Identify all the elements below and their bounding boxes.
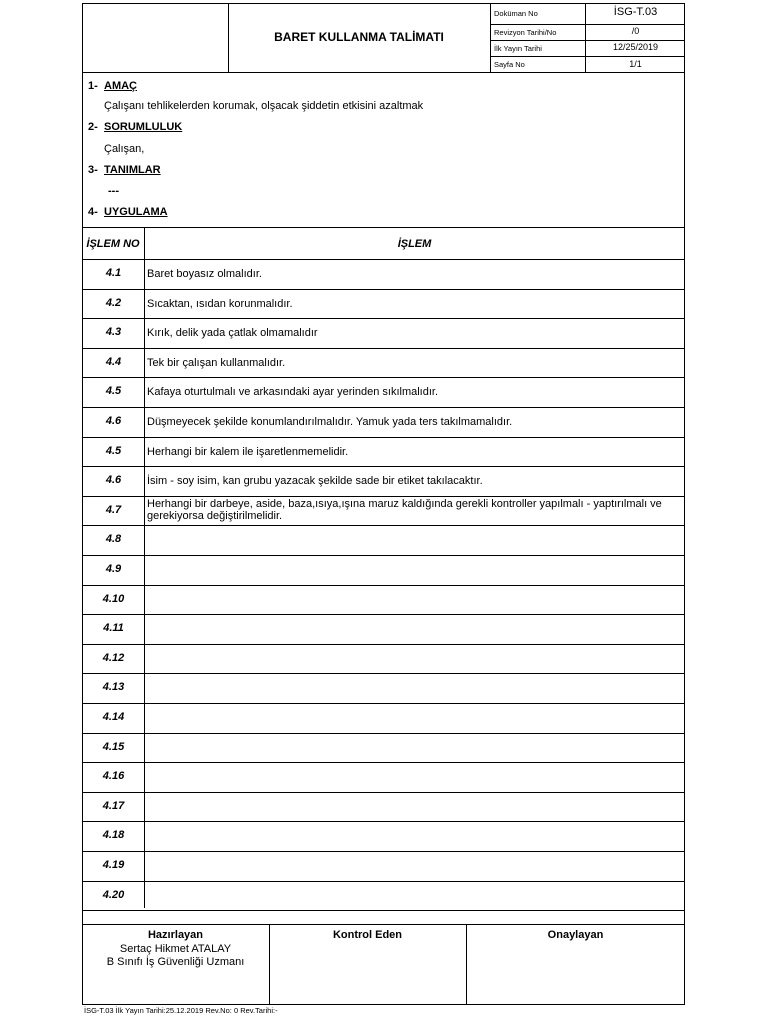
meta-label-first-publish-date: İlk Yayın Tarihi [494, 44, 542, 53]
table-row-rule [82, 733, 685, 734]
table-row-rule [82, 289, 685, 290]
section-text-definitions: --- [108, 185, 119, 197]
signature-label-approved: Onaylayan [547, 929, 604, 941]
table-row-rule [82, 910, 685, 911]
section-title-responsibility: SORUMLULUK [104, 121, 183, 133]
meta-value-first-publish-date: 12/25/2019 [612, 42, 659, 52]
table-cell-operation-no: 4.15 [102, 740, 125, 753]
table-cell-operation-no: 4.17 [102, 799, 125, 812]
table-row-rule [82, 407, 685, 408]
table-row-rule [82, 851, 685, 852]
signature-name-prepared: Sertaç Hikmet ATALAY [119, 943, 232, 955]
header-divider-right [490, 3, 491, 72]
section-title-application: UYGULAMA [104, 206, 168, 218]
table-row-rule [82, 466, 685, 467]
table-row-rule [82, 496, 685, 497]
table-row-rule [82, 437, 685, 438]
table-cell-operation-no: 4.6 [105, 474, 122, 487]
meta-value-page-no: 1/1 [629, 59, 642, 69]
table-row-rule [82, 614, 685, 615]
table-row-rule [82, 881, 685, 882]
table-header-rule [82, 259, 685, 260]
table-cell-operation: Tek bir çalışan kullanmalıdır. [147, 356, 286, 369]
table-cell-operation: İsim - soy isim, kan grubu yazacak şekilde sade bir etiket takılacaktır. [147, 475, 483, 488]
table-row-rule [82, 585, 685, 586]
table-cell-operation-no: 4.20 [102, 888, 125, 901]
table-row-rule [82, 821, 685, 822]
meta-label-page-no: Sayfa No [494, 60, 525, 69]
table-row-rule [82, 703, 685, 704]
table-header-operation: İŞLEM [397, 237, 432, 250]
table-cell-operation-no: 4.7 [105, 503, 122, 516]
table-row-rule [82, 555, 685, 556]
section-number: 3- [88, 164, 98, 176]
section-number: 1- [88, 80, 98, 92]
table-cell-operation-no: 4.9 [105, 563, 122, 575]
table-cell-operation-no: 4.3 [105, 326, 122, 339]
table-cell-operation-no: 4.4 [105, 355, 122, 368]
section-number: 4- [88, 206, 98, 218]
table-cell-operation-no: 4.1 [105, 267, 122, 279]
table-cell-operation-no: 4.5 [105, 444, 122, 457]
table-cell-operation: Kafaya oturtulmalı ve arkasındaki ayar yerinden sıkılmalıdır. [147, 386, 439, 399]
meta-value-revision: /0 [631, 26, 640, 36]
section-text-responsibility: Çalışan, [104, 143, 145, 155]
signature-top-rule [82, 924, 685, 925]
table-row-rule [82, 644, 685, 645]
signature-label-prepared: Hazırlayan [147, 929, 204, 941]
table-cell-operation: Baret boyasız olmalıdır. [147, 268, 262, 280]
table-cell-operation-no: 4.10 [102, 592, 125, 605]
table-cell-operation-no: 4.14 [102, 711, 125, 723]
table-cell-operation-no: 4.18 [102, 829, 125, 842]
table-cell-operation-no: 4.8 [105, 533, 122, 546]
section-text-purpose: Çalışanı tehlikelerden korumak, olşacak şiddetin etkisini azaltmak [104, 100, 424, 112]
meta-label-document-no: Doküman No [494, 9, 538, 18]
table-row-rule [82, 348, 685, 349]
table-row-rule [82, 673, 685, 674]
table-cell-operation: Kırık, delik yada çatlak olmamalıdır [147, 327, 318, 340]
table-cell-operation-no: 4.13 [102, 681, 125, 694]
table-header-operation-no: İŞLEM NO [86, 237, 140, 250]
meta-label-revision: Revizyon Tarihi/No [494, 28, 557, 37]
table-row-rule [82, 318, 685, 319]
table-cell-operation-no: 4.12 [102, 651, 125, 664]
header-bottom-rule [82, 72, 685, 73]
document-title: BARET KULLANMA TALİMATI [274, 30, 444, 44]
section-title-definitions: TANIMLAR [104, 164, 161, 176]
section-number: 2- [88, 121, 98, 133]
table-cell-operation-no: 4.19 [102, 859, 125, 871]
table-row-rule [82, 762, 685, 763]
signature-label-checked: Kontrol Eden [332, 929, 403, 941]
page-footer: İSG-T.03 İlk Yayın Tarihi:25.12.2019 Rev.No: 0 Rev.Tarihi:- [84, 1006, 278, 1015]
signature-title-prepared: B Sınıfı İş Güvenliği Uzmanı [106, 956, 245, 968]
table-cell-operation-no: 4.2 [105, 296, 122, 309]
table-cell-operation-no: 4.5 [105, 385, 122, 398]
table-row-rule [82, 377, 685, 378]
table-cell-operation: Sıcaktan, ısıdan korunmalıdır. [147, 297, 293, 310]
meta-value-document-no: İSG-T.03 [613, 6, 658, 18]
section-title-purpose: AMAÇ [104, 80, 137, 92]
table-cell-operation-no: 4.16 [102, 770, 125, 783]
table-cell-operation: Herhangi bir kalem ile işaretlenmemelidir. [147, 445, 349, 458]
table-cell-operation: Herhangi bir darbeye, aside, baza,ısıya,ışına maruz kaldığında gerekli kontroller yapılmalı - yaptırılmalı ve gerekiyorsa değiştirilmelidir. [147, 497, 662, 522]
table-row-rule [82, 525, 685, 526]
table-cell-operation-no: 4.6 [105, 415, 122, 427]
table-cell-operation-no: 4.11 [103, 622, 124, 635]
table-cell-operation: Düşmeyecek şekilde konumlandırılmalıdır. Yamuk yada ters takılmamalıdır. [147, 416, 513, 428]
table-row-rule [82, 792, 685, 793]
